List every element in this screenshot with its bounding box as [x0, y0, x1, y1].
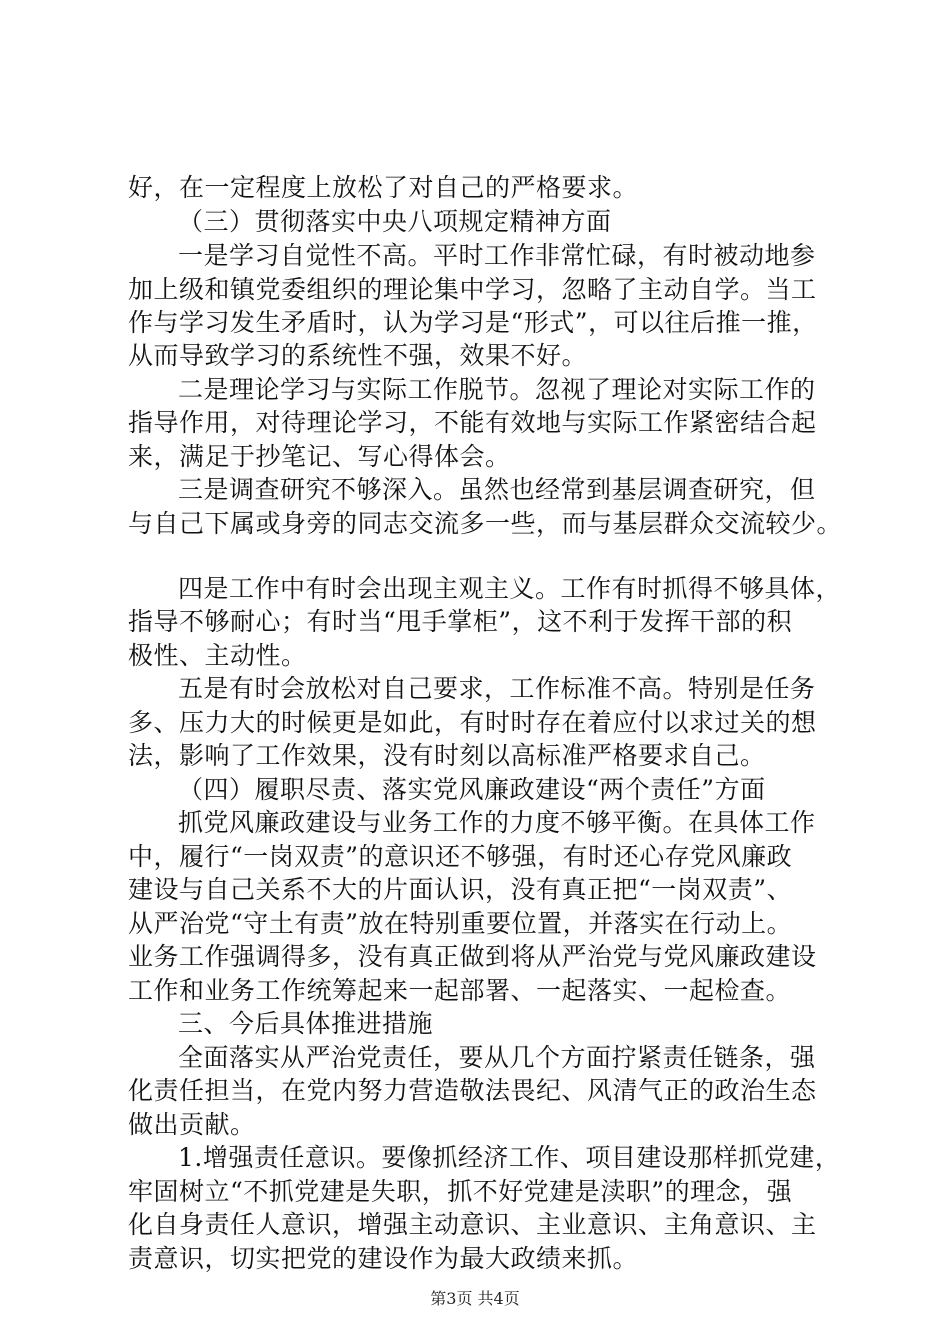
text-line: 法，影响了工作效果，没有时刻以高标准严格要求自己。	[128, 741, 766, 770]
text-line: 与自己下属或身旁的同志交流多一些，而与基层群众交流较少。	[128, 509, 843, 538]
text-line: 中，履行“一岗双责”的意识还不够强，有时还心存党风廉政	[128, 842, 793, 871]
text-line: 好，在一定程度上放松了对自己的严格要求。	[128, 173, 639, 202]
text-line: 责意识，切实把党的建设作为最大政绩来抓。	[128, 1244, 639, 1273]
text-line: 指导不够耐心；有时当“甩手掌柜”，这不利于发挥干部的积	[128, 607, 793, 636]
section-heading: （四）履职尽责、落实党风廉政建设“两个责任”方面	[178, 775, 766, 804]
text-line: 作与学习发生矛盾时，认为学习是“形式”，可以往后推一推，	[128, 308, 818, 337]
text-line: 四是工作中有时会出现主观主义。工作有时抓得不够具体，	[178, 574, 842, 603]
text-line: 加上级和镇党委组织的理论集中学习，忽略了主动自学。当工	[128, 275, 817, 304]
text-line: 五是有时会放松对自己要求，工作标准不高。特别是任务	[178, 674, 816, 703]
text-line: 指导作用，对待理论学习，不能有效地与实际工作紧密结合起	[128, 408, 817, 437]
text-line: 抓党风廉政建设与业务工作的力度不够平衡。在具体工作	[178, 808, 816, 837]
text-line: 建设与自己关系不大的片面认识，没有真正把“一岗双责”、	[128, 875, 793, 904]
section-heading: 三、今后具体推进措施	[178, 1009, 434, 1038]
text-line: 三是调查研究不够深入。虽然也经常到基层调查研究，但	[178, 475, 816, 504]
text-line: 全面落实从严治党责任，要从几个方面拧紧责任链条，强	[178, 1043, 816, 1072]
text-line: 二是理论学习与实际工作脱节。忽视了理论对实际工作的	[178, 375, 816, 404]
section-heading: （三）贯彻落实中央八项规定精神方面	[178, 207, 612, 236]
text-line: 做出贡献。	[128, 1110, 256, 1139]
text-line: 牢固树立“不抓党建是失职，抓不好党建是渎职”的理念，强	[128, 1177, 793, 1206]
text-line: 1.增强责任意识。要像抓经济工作、项目建设那样抓党建，	[178, 1143, 841, 1172]
text-line: 工作和业务工作统筹起来一起部署、一起落实、一起检查。	[128, 976, 792, 1005]
text-line: 来，满足于抄笔记、写心得体会。	[128, 442, 511, 471]
page-footer: 第3页 共4页	[430, 1289, 520, 1308]
text-line: 多、压力大的时候更是如此，有时时存在着应付以求过关的想	[128, 708, 817, 737]
text-line: 从严治党“守土有责”放在特别重要位置，并落实在行动上。	[128, 909, 793, 938]
text-line: 一是学习自觉性不高。平时工作非常忙碌，有时被动地参	[178, 241, 816, 270]
text-line: 化自身责任人意识，增强主动意识、主业意识、主角意识、主	[128, 1210, 817, 1239]
text-line: 业务工作强调得多，没有真正做到将从严治党与党风廉政建设	[128, 942, 817, 971]
text-line: 从而导致学习的系统性不强，效果不好。	[128, 341, 588, 370]
text-line: 化责任担当，在党内努力营造敬法畏纪、风清气正的政治生态	[128, 1076, 817, 1105]
text-line: 极性、主动性。	[128, 641, 307, 670]
